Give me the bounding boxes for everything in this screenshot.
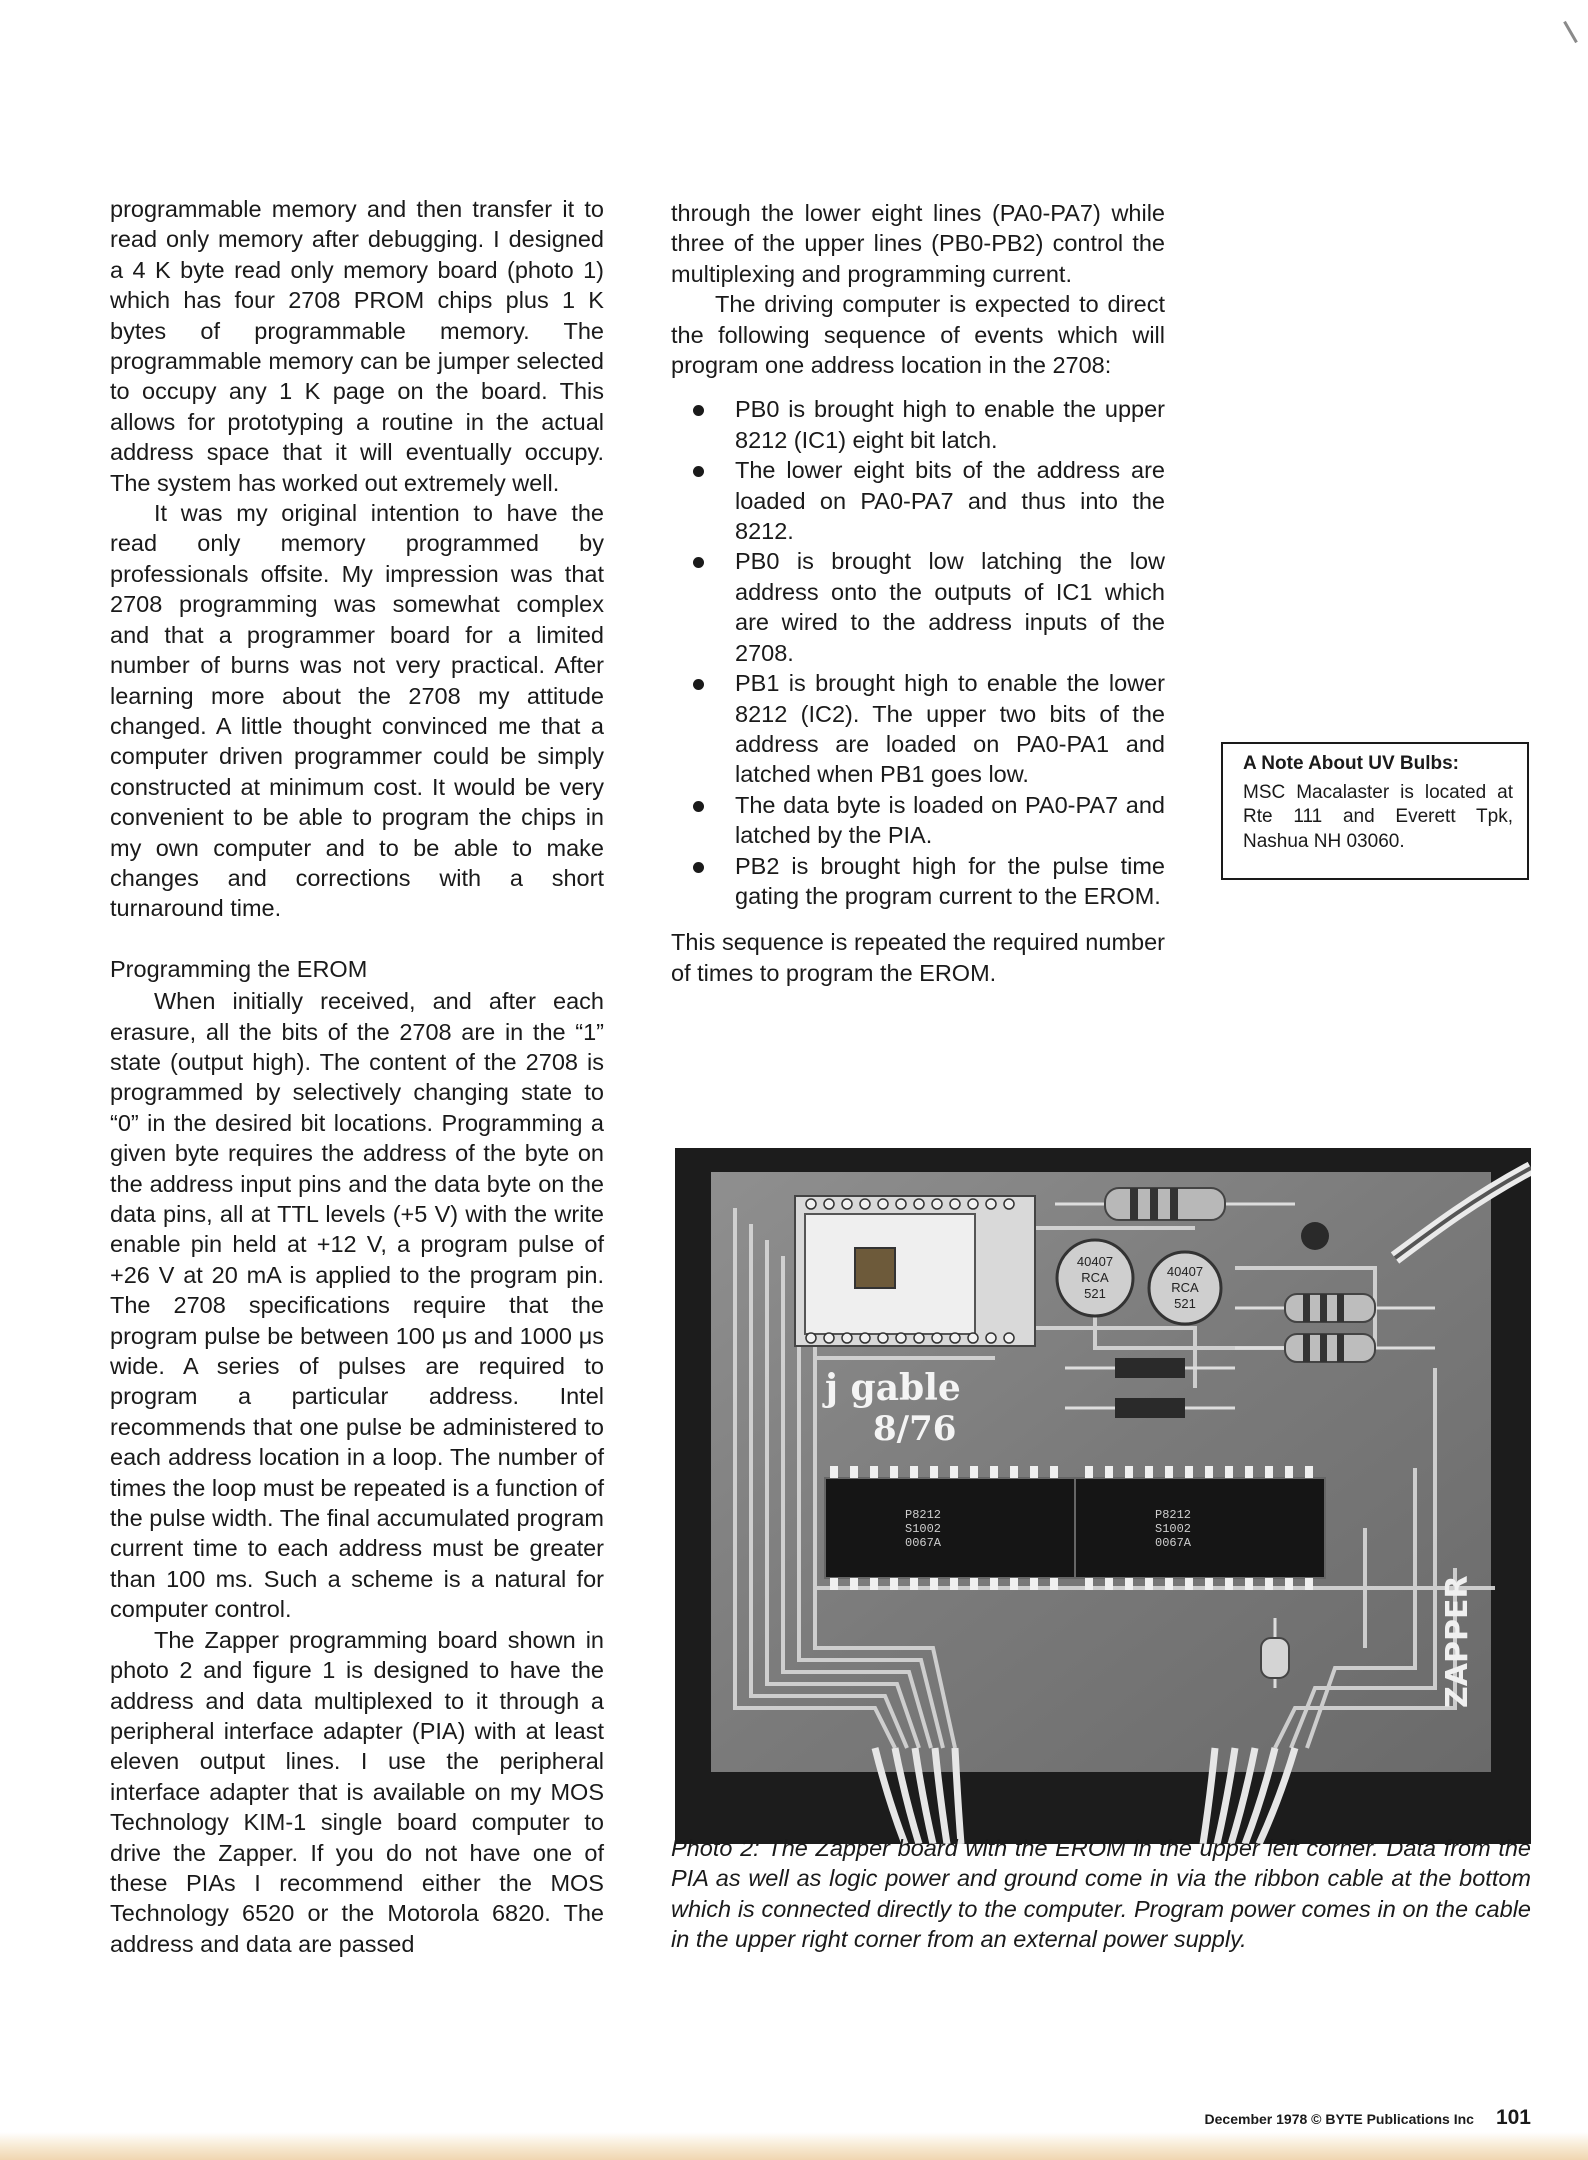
list-item: PB1 is brought high to enable the lower 8212 (IC2). The upper two bits of the address are loaded on PA0-PA1 and latched when PB1 goes low. <box>735 668 1165 790</box>
paragraph: programmable memory and then transfer it to read only memory after debugging. I designed a 4 K byte read only memory board (photo 1) which has four 2708 PROM chips plus 1 K bytes of programmable memory. The programmable memory can be jumper selected to occupy any 1 K page on the board. This allows for prototyping a routine in the actual address space that it will eventually occupy. The system has worked out extremely well. <box>110 196 604 496</box>
list-item: The lower eight bits of the address are loaded on PA0-PA7 and thus into the 8212. <box>735 455 1165 546</box>
list-item: PB2 is brought high for the pulse time gating the program current to the EROM. <box>735 851 1165 912</box>
transistor-can-2 <box>1149 1252 1221 1324</box>
svg-text:40407: 40407 <box>1076 1254 1114 1269</box>
svg-text:521: 521 <box>1084 1286 1106 1301</box>
bullet-icon <box>693 862 704 873</box>
board-label-name: j gable <box>825 1367 961 1409</box>
corner-mark <box>1563 21 1578 43</box>
middle-column <box>671 198 1165 988</box>
photo-zapper-board <box>675 1148 1531 1844</box>
note-body: MSC Macalaster is located at Rte 111 and Everett Tpk, Nashua NH 03060. <box>1243 781 1513 852</box>
paragraph: through the lower eight lines (PA0-PA7) while three of the upper lines (PB0-PB2) control the multiplexing and programming current. <box>671 200 1165 287</box>
note-title: A Note About UV Bulbs: <box>1243 753 1460 774</box>
svg-text:RCA: RCA <box>1171 1280 1199 1295</box>
svg-text:S1002: S1002 <box>905 1522 942 1536</box>
photo-caption: Photo 2: The Zapper board with the EROM in the upper left corner. Data from the PIA as well as logic power and ground come in via the ribbon cable at the bottom which is connected directly to the computer. Program power comes in on the cable in the upper right corner from an external power supply. <box>671 1835 1531 1953</box>
bullet-icon <box>693 801 704 812</box>
svg-text:521: 521 <box>1174 1296 1196 1311</box>
ic-8212-lower <box>1075 1478 1325 1578</box>
svg-text:0067A: 0067A <box>905 1536 942 1550</box>
left-column <box>110 194 604 1959</box>
section-heading: Programming the EROM <box>110 955 368 982</box>
bullet-icon <box>693 557 704 568</box>
svg-text:40407: 40407 <box>1166 1264 1204 1279</box>
paragraph: It was my original intention to have the read only memory programmed by professionals offsite. My impression was that 2708 programming was somewhat complex and that a programmer board for a limited number of burns was not very practical. After learning more about the 2708 my attitude changed. A little thought convinced me that a computer driven programmer could be simply constructed at minimum cost. It would be very convenient to be able to program the chips in my own computer and to be able to make changes and corrections with a short turnaround time. <box>110 500 604 922</box>
list-item: The data byte is loaded on PA0-PA7 and latched by the PIA. <box>735 790 1165 851</box>
bullet-icon <box>693 405 704 416</box>
board-label-date: 8/76 <box>873 1409 957 1449</box>
list-item: PB0 is brought high to enable the upper 8212 (IC1) eight bit latch. <box>735 394 1165 455</box>
svg-text:P8212: P8212 <box>1155 1508 1192 1522</box>
paragraph: The Zapper programming board shown in photo 2 and figure 1 is designed to have the address and data multiplexed to it through a peripheral interface adapter (PIA) with at least eleven output lines. I use the peripheral interface adapter that is available on my MOS Technology KIM-1 single board computer to drive the Zapper. If you do not have one of these PIAs I recommend either the MOS Technology 6520 or the Motorola 6820. The address and data are passed <box>110 1626 604 1957</box>
paragraph: The driving computer is expected to direct the following sequence of events which will program one address location in the 2708: <box>671 291 1165 379</box>
footer-credit: December 1978 © BYTE Publications Inc <box>1204 2111 1474 2127</box>
ic-8212-upper <box>825 1478 1075 1578</box>
svg-text:RCA: RCA <box>1081 1270 1109 1285</box>
page-number: 101 <box>1495 2106 1531 2129</box>
list-item: PB0 is brought low latching the low address onto the outputs of IC1 which are wired to the address inputs of the 2708. <box>735 546 1165 668</box>
svg-text:0067A: 0067A <box>1155 1536 1192 1550</box>
bullet-icon <box>693 466 704 477</box>
paragraph: This sequence is repeated the required number of times to program the EROM. <box>671 929 1165 986</box>
erom-window <box>855 1248 895 1288</box>
page-footer <box>1180 2108 1531 2129</box>
sequence-list <box>671 394 1165 911</box>
board-side-label: ZAPPER <box>1440 1575 1475 1708</box>
bullet-icon <box>693 679 704 690</box>
paper-stain <box>0 2132 1588 2160</box>
paragraph: When initially received, and after each erasure, all the bits of the 2708 are in the “1” state (output high). The content of the 2708 is programmed by selectively changing state to “0” in the desired bit locations. Programming a given byte requires the address of the byte on the address input pins and the data byte on the data pins, all at TTL levels (+5 V) with the write enable pin held at +12 V, a program pulse of +26 V at 20 mA is applied to the program pin. The 2708 specifications require that the program pulse be between 100 μs and 1000 μs wide. A series of pulses are required to program a particular address. Intel recommends that one pulse be administered to each address location in a loop. The number of times the loop must be repeated is a function of the pulse width. The final accumulated program current time to each address must be greater than 100 ms. Such a scheme is a natural for computer control. <box>110 988 604 1623</box>
sidebar-note <box>1221 742 1529 880</box>
transistor-can-1 <box>1057 1240 1133 1316</box>
small-transistor <box>1301 1222 1329 1250</box>
svg-text:S1002: S1002 <box>1155 1522 1192 1536</box>
svg-text:P8212: P8212 <box>905 1508 942 1522</box>
